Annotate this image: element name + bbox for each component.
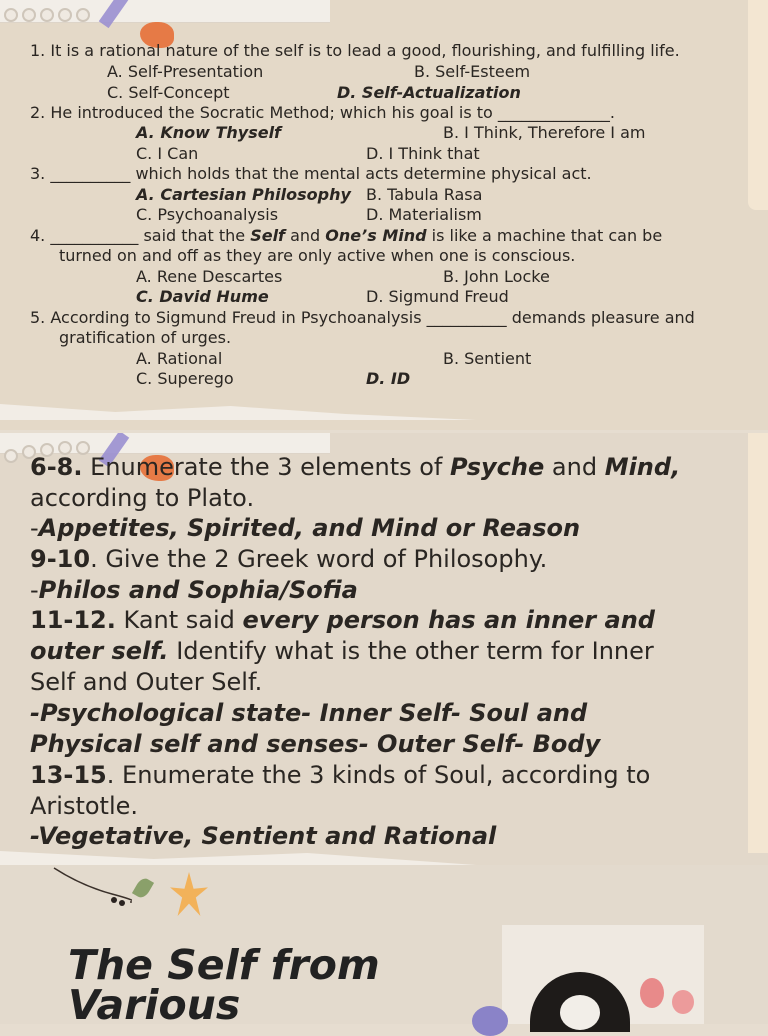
question-4 <box>30 226 662 246</box>
q4-option-b: B. John Locke <box>443 267 550 286</box>
item-9-10 <box>30 544 547 575</box>
q2-option-d: D. I Think that <box>366 144 480 163</box>
question-5-line-2: gratification of urges. <box>59 328 232 347</box>
answer-dash: - <box>30 576 39 604</box>
keyword-psyche: Psyche <box>450 453 545 481</box>
q4-keyword-self: Self <box>250 226 286 245</box>
answer-dash: - <box>30 514 39 542</box>
item-9-10-answer <box>30 575 358 606</box>
item-11-12 <box>30 605 655 636</box>
q1-option-b: B. Self-Esteem <box>414 62 531 81</box>
q4-text-post: is like a machine that can be <box>426 226 663 245</box>
rose-decoration <box>672 990 694 1014</box>
q2-option-c: C. I Can <box>136 144 199 163</box>
slide-title-line-2: Various <box>68 981 241 1029</box>
q5-option-b: B. Sentient <box>443 349 532 368</box>
portrait-face <box>560 995 600 1030</box>
question-1: 1. It is a rational nature of the self is to lead a good, flourishing, and fulfilling life. <box>30 41 680 60</box>
item-11-12-line-3: Self and Outer Self. <box>30 668 263 696</box>
torn-paper-edge <box>0 400 768 420</box>
q3-option-d: D. Materialism <box>366 205 482 224</box>
rose-decoration <box>640 978 664 1008</box>
q2-option-a-answer: A. Know Thyself <box>136 123 282 142</box>
question-3: 3. __________ which holds that the mental acts determine physical act. <box>30 164 592 183</box>
slide-title-line-1: The Self from <box>68 941 380 989</box>
q3-option-c: C. Psychoanalysis <box>136 205 279 224</box>
item-6-8-answer <box>30 513 580 544</box>
paper-edge <box>748 433 768 853</box>
question-2: 2. He introduced the Socratic Method; which his goal is to ______________. <box>30 103 616 122</box>
item-11-12-line-2 <box>30 636 654 667</box>
notepad-decoration <box>0 433 330 454</box>
item-text: . Give the 2 Greek word of Philosophy. <box>90 545 548 573</box>
answer-text: Appetites, Spirited, and Mind or Reason <box>38 514 581 542</box>
paper-edge <box>748 0 768 210</box>
item-11-12-answer-2: Physical self and senses- Outer Self- Body <box>30 730 601 758</box>
q1-option-d-answer: D. Self-Actualization <box>337 83 521 102</box>
q4-text-pre: 4. ___________ said that the <box>30 226 251 245</box>
q4-text-and: and <box>285 226 326 245</box>
item-text: Enumerate the 3 elements of <box>82 453 450 481</box>
item-13-15-answer: -Vegetative, Sentient and Rational <box>30 822 497 850</box>
item-number: 13-15 <box>30 761 107 789</box>
q3-option-a-answer: A. Cartesian Philosophy <box>136 185 351 204</box>
item-text: . Enumerate the 3 kinds of Soul, according to <box>106 761 651 789</box>
item-number: 6-8. <box>30 453 83 481</box>
q1-option-c: C. Self-Concept <box>107 83 230 102</box>
notepad-decoration <box>0 0 330 23</box>
item-6-8-line-2: according to Plato. <box>30 484 255 512</box>
q4-option-d: D. Sigmund Freud <box>366 287 509 306</box>
item-13-15-line-2: Aristotle. <box>30 792 139 820</box>
quiz-slide <box>0 0 768 430</box>
question-4-line-2: turned on and off as they are only active when one is conscious. <box>59 246 576 265</box>
q4-option-c-answer: C. David Hume <box>136 287 269 306</box>
item-number: 11-12. <box>30 606 116 634</box>
item-6-8 <box>30 452 680 483</box>
q4-keyword-mind: One’s Mind <box>325 226 427 245</box>
q2-option-b: B. I Think, Therefore I am <box>443 123 646 142</box>
q4-option-a: A. Rene Descartes <box>136 267 283 286</box>
question-5: 5. According to Sigmund Freud in Psychoanalysis __________ demands pleasure and <box>30 308 695 327</box>
item-text: Kant said <box>115 606 243 634</box>
branch-decoration <box>52 866 132 906</box>
item-13-15 <box>30 760 650 791</box>
item-number: 9-10 <box>30 545 91 573</box>
answer-text: Philos and Sophia/Sofia <box>38 576 358 604</box>
q5-option-a: A. Rational <box>136 349 223 368</box>
q5-option-c: C. Superego <box>136 369 234 388</box>
kant-quote: every person has an inner and <box>242 606 655 634</box>
keyword-mind: Mind, <box>604 453 681 481</box>
q5-option-d-answer: D. ID <box>366 369 411 388</box>
q3-option-b: B. Tabula Rasa <box>366 185 483 204</box>
blue-flower-decoration <box>472 1006 508 1036</box>
item-11-12-answer-1: -Psychological state- Inner Self- Soul and <box>30 699 588 727</box>
q1-option-a: A. Self-Presentation <box>107 62 264 81</box>
item-text: Identify what is the other term for Inner <box>168 637 654 665</box>
item-text-and: and <box>544 453 605 481</box>
kant-quote-end: outer self. <box>30 637 169 665</box>
